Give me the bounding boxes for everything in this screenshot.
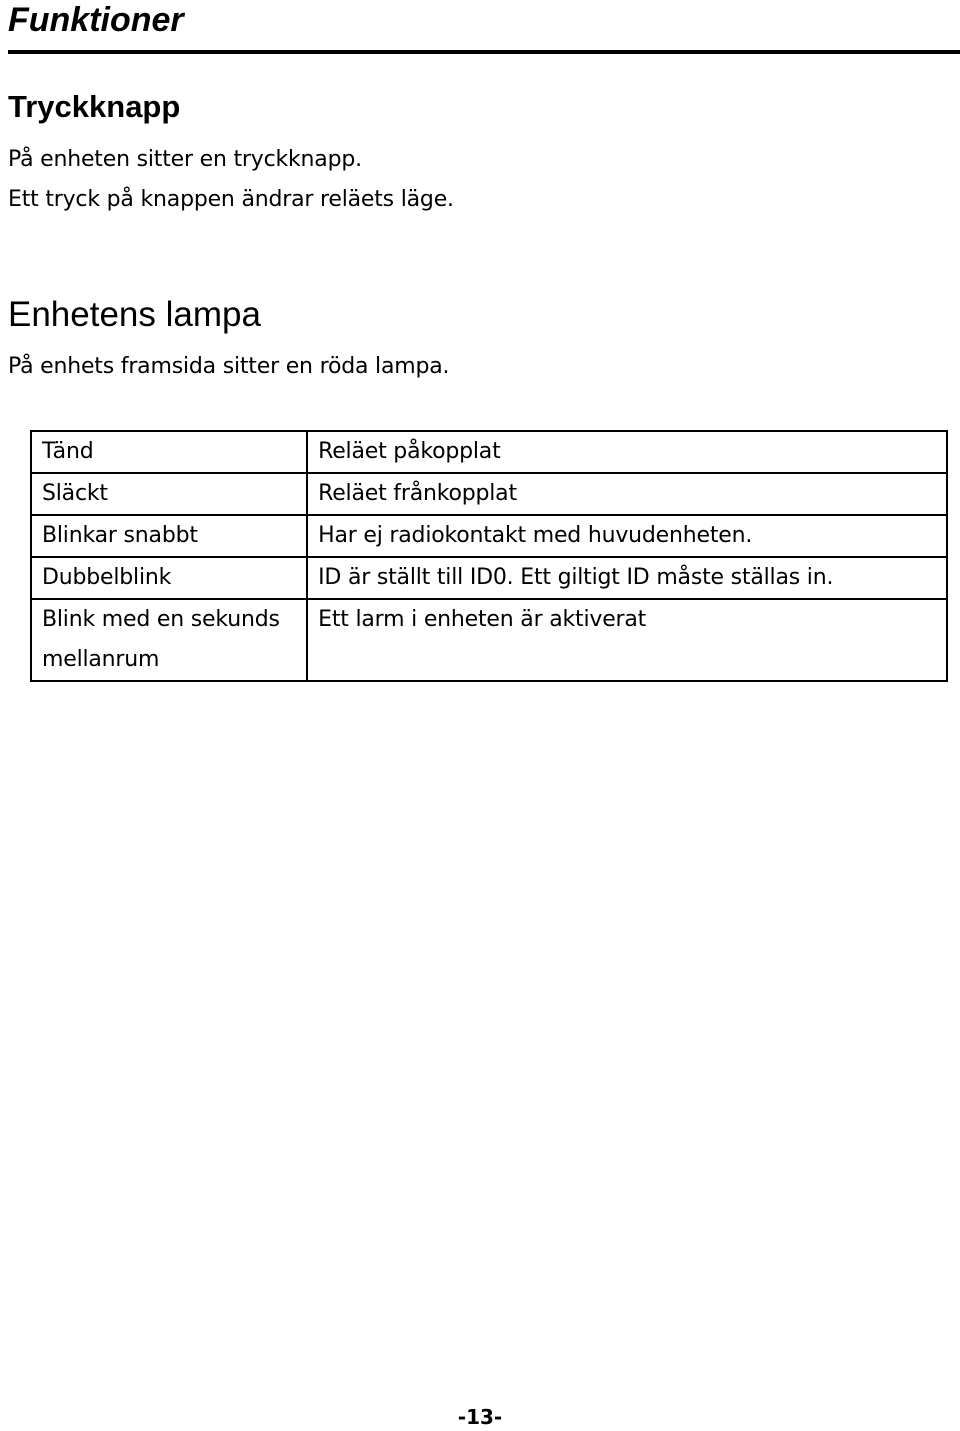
lamp-meaning-cell: ID är ställt till ID0. Ett giltigt ID måste ställas in. (307, 557, 947, 599)
table-row (31, 557, 947, 599)
lamp-status-table (30, 430, 948, 682)
lamp-meaning-cell: Har ej radiokontakt med huvudenheten. (307, 515, 947, 557)
lamp-meaning-cell: Ett larm i enheten är aktiverat (307, 599, 947, 681)
lamp-state-cell: Blinkar snabbt (31, 515, 307, 557)
section-heading-tryckknapp: Tryckknapp (8, 89, 181, 124)
paragraph-button-line-2: Ett tryck på knappen ändrar reläets läge. (8, 187, 454, 212)
page-number: -13- (457, 1405, 503, 1429)
paragraph-lamp-line-1: På enhets framsida sitter en röda lampa. (8, 354, 450, 379)
table-row (31, 473, 947, 515)
lamp-state-cell: Tänd (31, 431, 307, 473)
lamp-state-cell: Släckt (31, 473, 307, 515)
lamp-meaning-cell: Reläet påkopplat (307, 431, 947, 473)
table-row (31, 515, 947, 557)
table-row (31, 431, 947, 473)
section-heading-lampa: Enhetens lampa (8, 295, 261, 334)
lamp-meaning-cell: Reläet frånkopplat (307, 473, 947, 515)
page-title: Funktioner (8, 1, 184, 39)
header-divider (8, 50, 960, 54)
lamp-state-cell: Blink med en sekunds mellanrum (31, 599, 307, 681)
table-row (31, 599, 947, 681)
lamp-state-cell: Dubbelblink (31, 557, 307, 599)
paragraph-button-line-1: På enheten sitter en tryckknapp. (8, 147, 362, 172)
